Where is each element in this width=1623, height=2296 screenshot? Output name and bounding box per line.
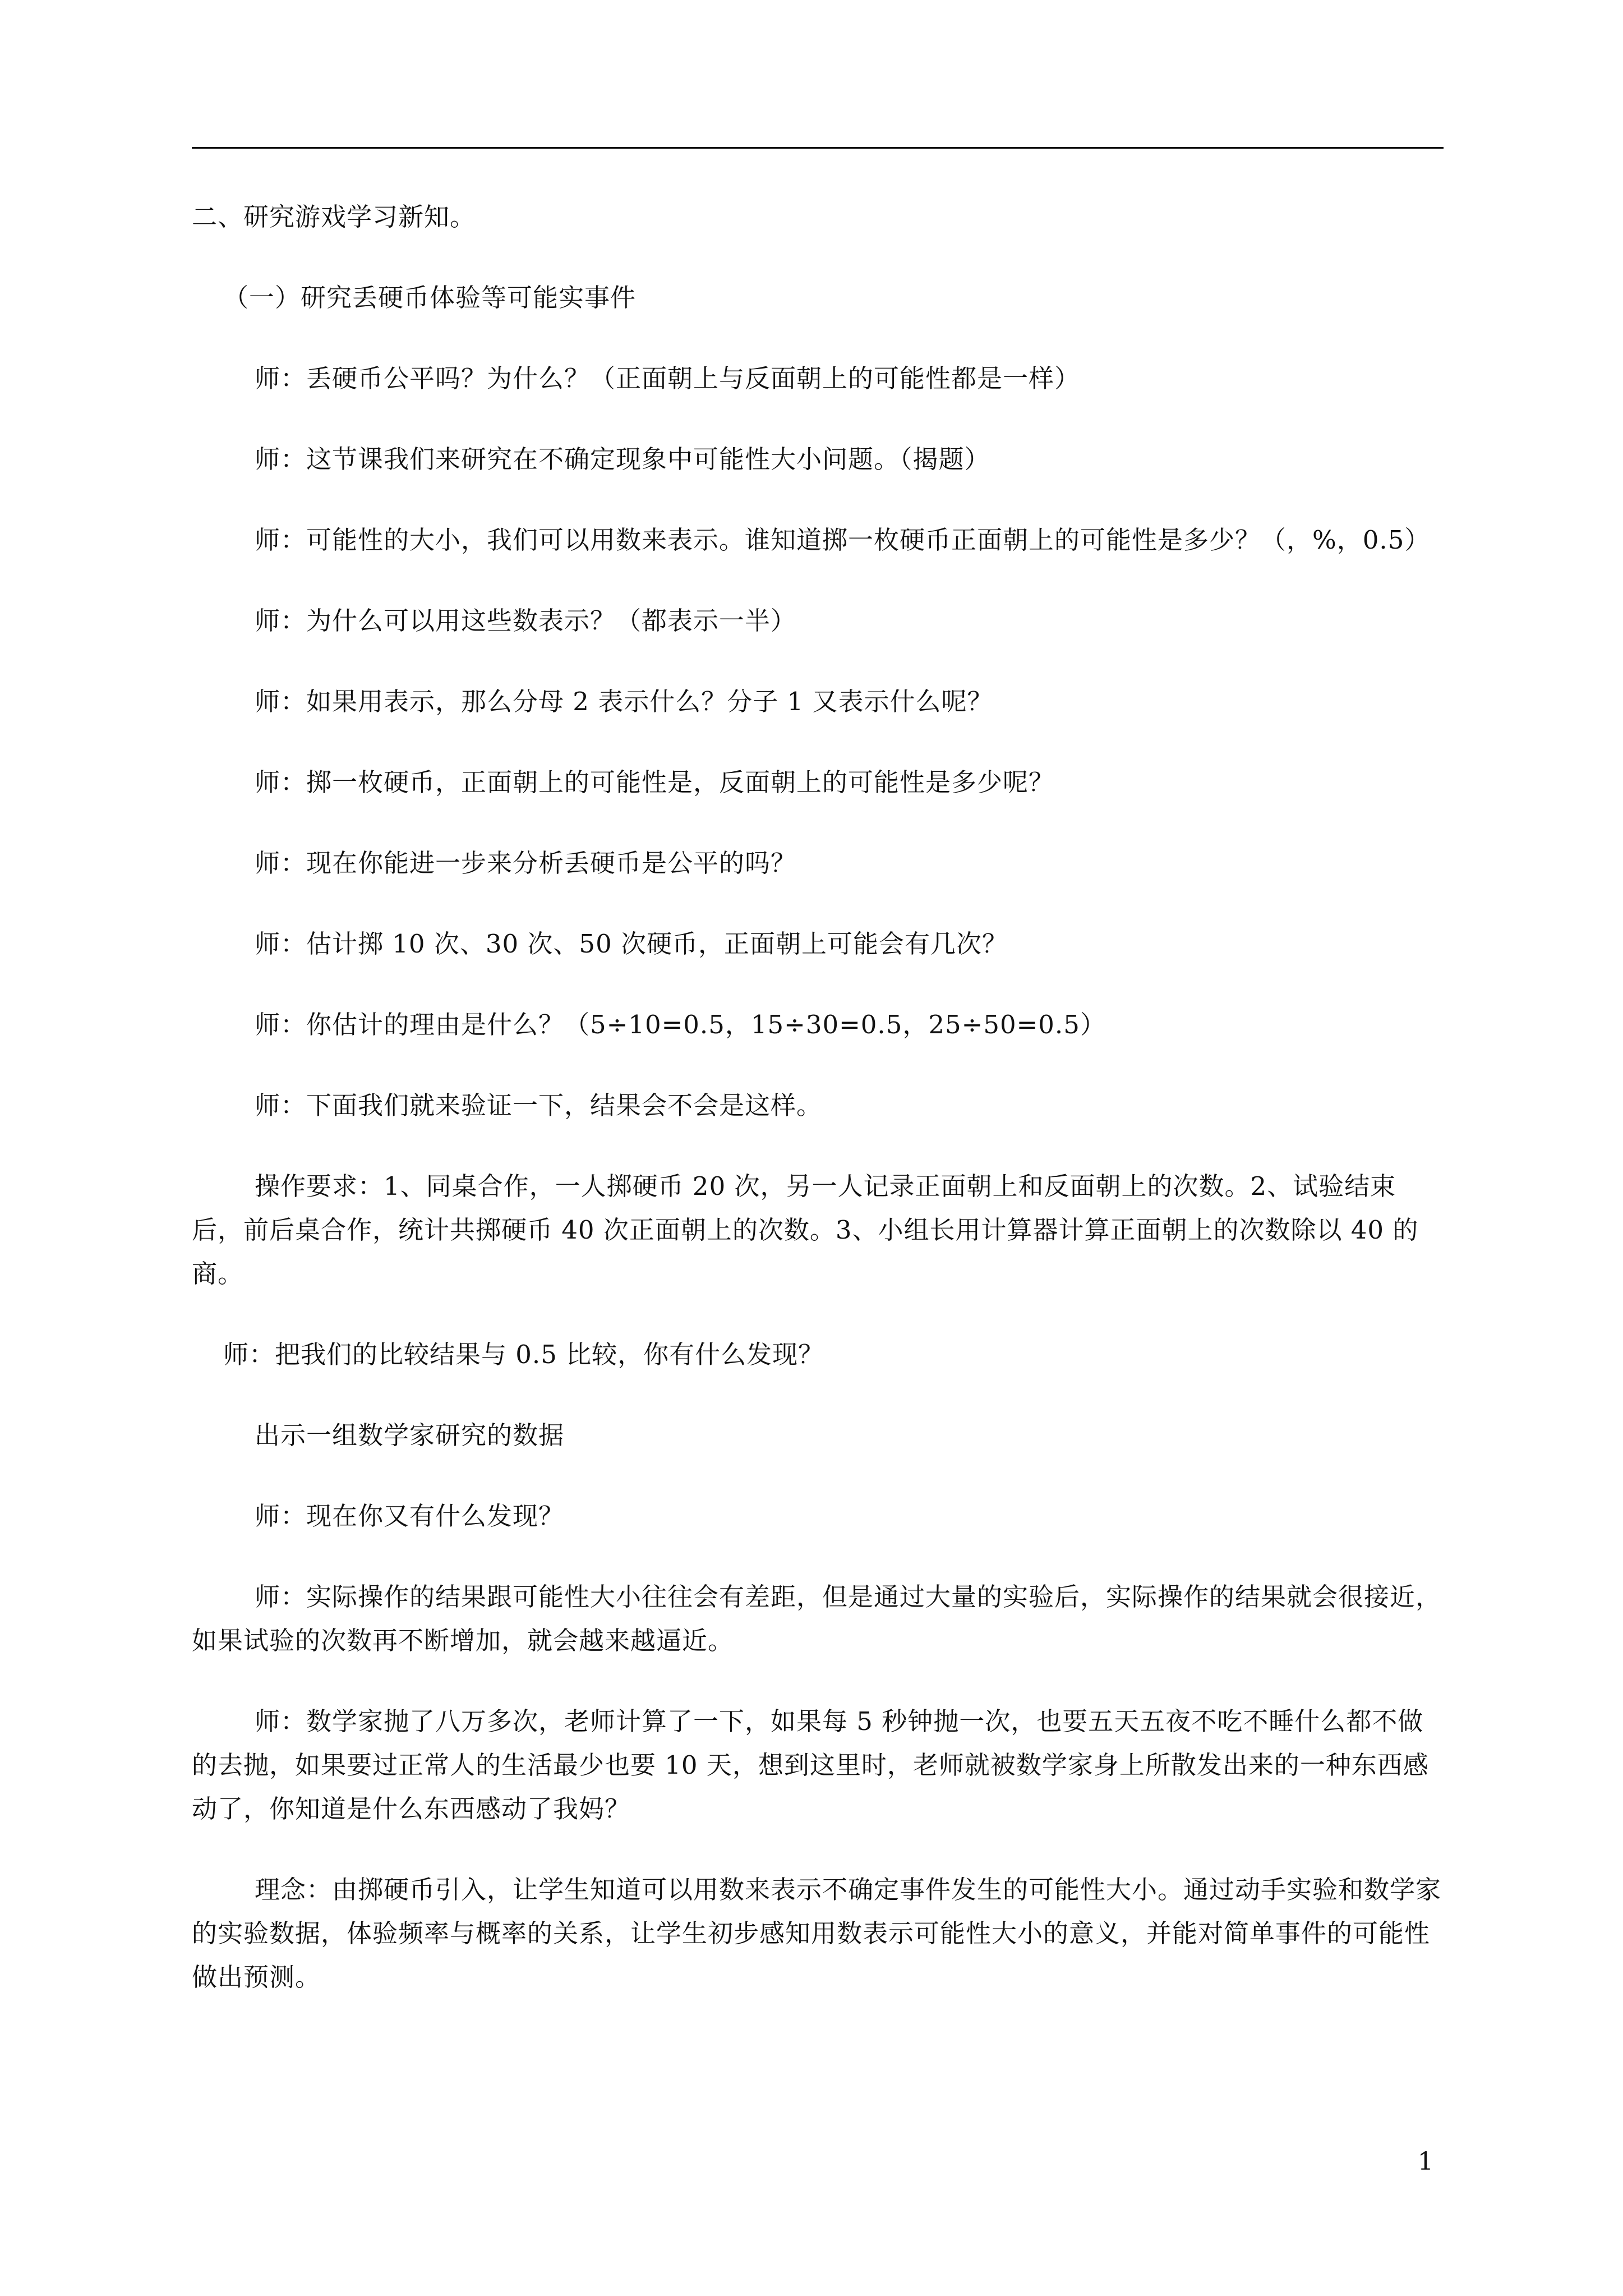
- paragraph: 出示一组数学家研究的数据: [255, 1420, 565, 1450]
- paragraph: 师：估计掷 10 次、30 次、50 次硬币，正面朝上可能会有几次？: [255, 929, 1008, 959]
- page-number: 1: [1418, 2147, 1433, 2176]
- operation-requirements: 操作要求：1、同桌合作，一人掷硬币 20 次，另一人记录正面朝上和反面朝上的次数。2、试验结束后，前后桌合作，统计共掷硬币 40 次正面朝上的次数。3、小组长用计算器计算正面朝上的次数除以 40 的商。: [192, 1171, 1419, 1289]
- paragraph: 师：下面我们就来验证一下，结果会不会是这样。: [255, 1091, 823, 1120]
- paragraph: 师：现在你能进一步来分析丢硬币是公平的吗？: [255, 848, 797, 878]
- header-rule: [192, 147, 1444, 149]
- document-body: [192, 195, 1444, 2036]
- paragraph: 师：你估计的理由是什么？（5÷10=0.5，15÷30=0.5，25÷50=0.5）: [255, 1010, 1106, 1039]
- paragraph: 师：现在你又有什么发现？: [255, 1501, 565, 1531]
- teaching-rationale: 理念：由掷硬币引入，让学生知道可以用数来表示不确定事件发生的可能性大小。通过动手实验和数学家的实验数据，体验频率与概率的关系，让学生初步感知用数表示可能性大小的意义，并能对简单事件的可能性做出预测。: [192, 1875, 1442, 1992]
- section-heading: 二、研究游戏学习新知。: [192, 202, 476, 232]
- paragraph: 师：丢硬币公平吗？为什么？（正面朝上与反面朝上的可能性都是一样）: [255, 364, 1081, 393]
- paragraph: 师：数学家抛了八万多次，老师计算了一下，如果每 5 秒钟抛一次，也要五天五夜不吃不睡什么都不做的去抛，如果要过正常人的生活最少也要 10 天，想到这里时，老师就被数学家身上所散发出来的一种东西感动了，你知道是什么东西感动了我妈？: [192, 1706, 1429, 1824]
- paragraph: 师：为什么可以用这些数表示？（都表示一半）: [255, 606, 797, 636]
- paragraph: 师：如果用表示，那么分母 2 表示什么？分子 1 又表示什么呢？: [255, 687, 993, 716]
- paragraph: 师：把我们的比较结果与 0.5 比较，你有什么发现？: [223, 1340, 824, 1369]
- paragraph: 师：这节课我们来研究在不确定现象中可能性大小问题。（揭题）: [255, 444, 990, 474]
- subsection-heading: （一）研究丢硬币体验等可能实事件: [223, 283, 637, 312]
- paragraph: 师：掷一枚硬币，正面朝上的可能性是，反面朝上的可能性是多少呢？: [255, 767, 1055, 797]
- paragraph: 师：实际操作的结果跟可能性大小往往会有差距，但是通过大量的实验后，实际操作的结果就会很接近，如果试验的次数再不断增加，就会越来越逼近。: [192, 1582, 1442, 1655]
- paragraph: 师：可能性的大小，我们可以用数来表示。谁知道掷一枚硬币正面朝上的可能性是多少？（，%，0.5）: [255, 525, 1431, 555]
